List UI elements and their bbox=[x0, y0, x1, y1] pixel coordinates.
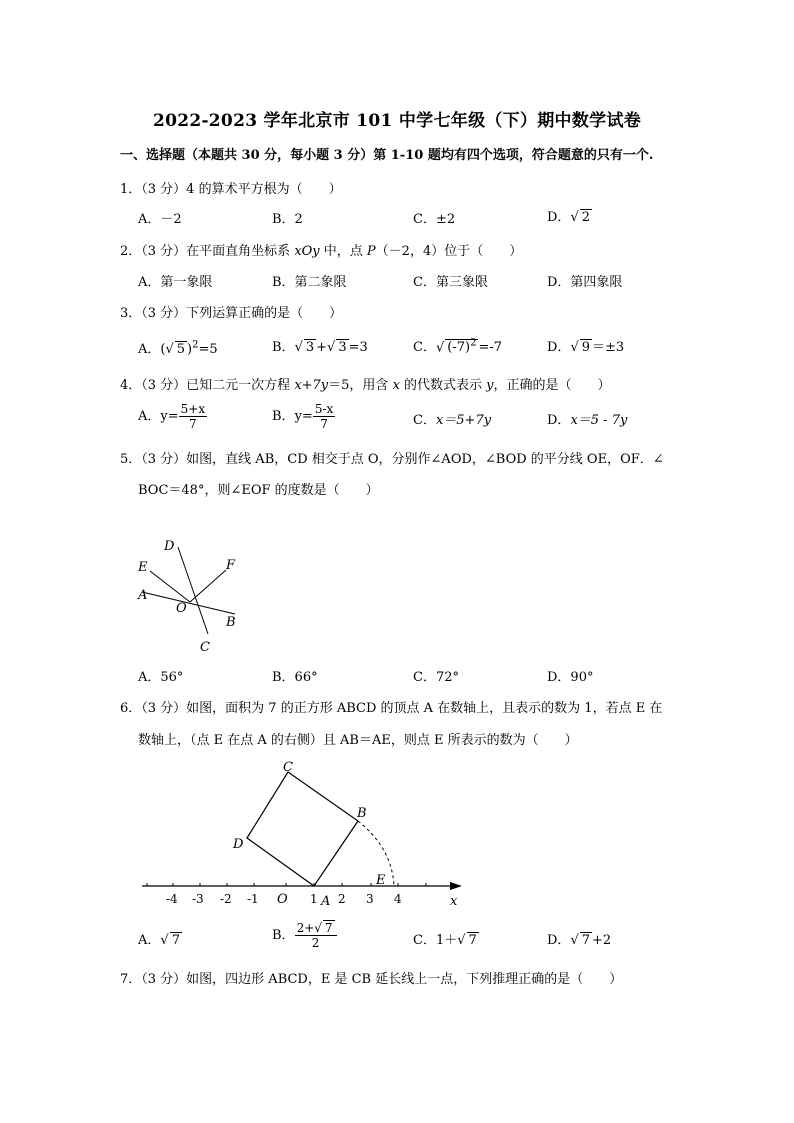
sqrt-symbol: √ 3 bbox=[327, 340, 347, 355]
q3-b-suffix: =3 bbox=[348, 340, 368, 355]
q3-a-prefix: A． bbox=[138, 342, 161, 357]
ray-oe bbox=[150, 571, 190, 602]
label-x: x bbox=[450, 894, 458, 909]
label-f: F bbox=[226, 558, 236, 573]
question-2-stem bbox=[120, 240, 522, 259]
q4-option-d bbox=[547, 409, 627, 428]
question-1-stem: 1．（3 分）4 的算术平方根为（ ） bbox=[120, 182, 342, 197]
q4-c-text: x＝5+7y bbox=[435, 413, 492, 428]
section-heading: 一、选择题（本题共 30 分，每小题 3 分）第 1-10 题均有四个选项，符合题意的只有一个. bbox=[120, 148, 654, 163]
question-6-line-1: 6．（3 分）如图，面积为 7 的正方形 ABCD 的顶点 A 在数轴上，且表示的数为 1，若点 E 在 bbox=[120, 701, 663, 716]
q1-option-a: A．－2 bbox=[138, 212, 182, 227]
label-a: A bbox=[321, 894, 331, 909]
label-a: A bbox=[138, 588, 148, 603]
q4-stem-a: 4．（3 分）已知二元一次方程 bbox=[120, 378, 295, 393]
q1-option-c: C．±2 bbox=[413, 212, 456, 227]
q4-a-fraction bbox=[179, 402, 207, 431]
tick-label: -4 bbox=[166, 892, 178, 906]
q2-option-b: B．第二象限 bbox=[272, 275, 347, 290]
q5-option-c: C．72° bbox=[413, 670, 459, 685]
tick-label: 1 bbox=[310, 892, 318, 906]
label-o: O bbox=[277, 892, 288, 907]
q3-c-prefix: C． bbox=[413, 340, 436, 355]
page-title: 2022-2023 学年北京市 101 中学七年级（下）期中数学试卷 bbox=[152, 111, 642, 131]
q4-a-denominator: 7 bbox=[189, 417, 197, 431]
q6-a-prefix: A． bbox=[138, 933, 161, 948]
q4-c-prefix: C． bbox=[413, 413, 436, 428]
label-c: C bbox=[200, 640, 210, 655]
q1-option-d bbox=[547, 206, 592, 225]
tick-label: 2 bbox=[338, 892, 346, 906]
q6-a-radicand: 7 bbox=[171, 933, 180, 948]
q6-figure bbox=[140, 758, 470, 910]
q3-a-suffix: =5 bbox=[198, 342, 218, 357]
label-b: B bbox=[357, 806, 367, 821]
sqrt-symbol: √ 7 bbox=[160, 933, 180, 948]
axis-arrow-icon bbox=[450, 882, 462, 890]
q6-c-pre: 1＋ bbox=[435, 933, 458, 948]
q4-d-prefix: D． bbox=[547, 413, 571, 428]
q3-c-radicand-wrap: $(-7)^2$ bbox=[447, 337, 477, 355]
label-o: O bbox=[176, 601, 187, 616]
q4-stem-y: y bbox=[486, 378, 494, 393]
label-d: D bbox=[164, 539, 175, 554]
question-5-line-1: 5．（3 分）如图，直线 AB，CD 相交于点 O，分别作∠AOD，∠BOD 的平分线 OE，OF．∠ bbox=[120, 452, 664, 467]
q6-c-prefix: C． bbox=[413, 933, 436, 948]
q2-stem-c: （－2，4）位于（ ） bbox=[375, 244, 523, 259]
q4-option-c bbox=[413, 409, 491, 428]
q4-b-denominator: 7 bbox=[320, 417, 328, 431]
q3-option-b bbox=[272, 336, 368, 355]
q6-c-radicand: 7 bbox=[468, 933, 477, 948]
q6-d-radicand: 7 bbox=[581, 933, 591, 948]
label-c: C bbox=[283, 760, 293, 775]
q2-option-a: A．第一象限 bbox=[138, 275, 213, 290]
q4-a-lhs: y= bbox=[160, 409, 179, 424]
sqrt-symbol: √ 3 bbox=[294, 340, 315, 355]
question-3-stem: 3．（3 分）下列运算正确的是（ ） bbox=[120, 306, 343, 321]
q2-option-c: C．第三象限 bbox=[413, 275, 488, 290]
line-ab bbox=[142, 592, 235, 614]
q2-stem-var: xOy bbox=[294, 244, 320, 259]
q3-d-prefix: D． bbox=[547, 340, 571, 355]
tick-label: 3 bbox=[366, 892, 374, 906]
q5-option-a: A．56° bbox=[138, 670, 184, 685]
sqrt-symbol: √ 2 bbox=[570, 210, 591, 225]
question-5-line-2: BOC＝48°，则∠EOF 的度数是（ ） bbox=[138, 483, 379, 498]
q4-stem-c: 的代数式表示 bbox=[399, 378, 487, 393]
question-7-stem: 7．（3 分）如图，四边形 ABCD，E 是 CB 延长线上一点，下列推理正确的是（ ） bbox=[120, 972, 623, 987]
q3-d-suffix: ＝±3 bbox=[592, 340, 625, 355]
question-6-line-2: 数轴上，（点 E 在点 A 的右侧）且 AB＝AE，则点 E 所表示的数为（ ） bbox=[138, 733, 578, 748]
q6-b-prefix: B． bbox=[272, 928, 295, 943]
sqrt-symbol: √ 7 bbox=[314, 921, 333, 935]
q3-b-radicand-1: 3 bbox=[305, 340, 315, 355]
q4-d-text: x＝5 - 7y bbox=[570, 413, 628, 428]
q6-b-denominator: 2 bbox=[311, 936, 320, 950]
q2-stem-a: 2．（3 分）在平面直角坐标系 bbox=[120, 244, 295, 259]
tick-label: -1 bbox=[247, 892, 259, 906]
q3-c-suffix: =-7 bbox=[478, 340, 502, 355]
q1-option-b: B．2 bbox=[272, 212, 303, 227]
label-e: E bbox=[376, 873, 386, 888]
q4-b-prefix: B． bbox=[272, 409, 295, 424]
q1-option-d-label: D． bbox=[547, 210, 571, 225]
q3-b-plus: + bbox=[316, 340, 328, 355]
q4-stem-b: ＝5，用含 bbox=[328, 378, 393, 393]
q3-a-radicand: 5 bbox=[176, 342, 186, 357]
q3-b-prefix: B． bbox=[272, 340, 295, 355]
q4-b-numerator: 5-x bbox=[314, 402, 334, 416]
q4-a-numerator: 5+x bbox=[180, 402, 206, 416]
tick-label: -3 bbox=[192, 892, 204, 906]
q6-b-fraction bbox=[295, 921, 337, 950]
q5-option-d: D．90° bbox=[547, 670, 594, 685]
q3-option-c bbox=[413, 336, 502, 355]
q6-b-num-pre: 2+ bbox=[296, 921, 315, 935]
q6-option-d bbox=[547, 929, 611, 948]
q5-option-b: B．66° bbox=[272, 670, 318, 685]
tick-label: 4 bbox=[394, 892, 402, 906]
q3-c-radicand: (-7) bbox=[447, 340, 471, 355]
q6-d-prefix: D． bbox=[547, 933, 571, 948]
q4-option-b bbox=[272, 402, 335, 431]
q3-option-d bbox=[547, 336, 624, 355]
q6-option-c bbox=[413, 929, 479, 948]
q4-b-fraction bbox=[313, 402, 335, 431]
q6-option-a bbox=[138, 929, 182, 948]
q2-stem-p: P bbox=[366, 244, 376, 259]
q4-b-lhs: y= bbox=[294, 409, 313, 424]
label-d: D bbox=[233, 837, 244, 852]
q4-a-prefix: A． bbox=[138, 409, 161, 424]
sqrt-symbol: √ 5 bbox=[165, 342, 186, 357]
q6-d-suffix: +2 bbox=[592, 933, 612, 948]
q4-stem-x: x bbox=[392, 378, 400, 393]
tick-label: -2 bbox=[220, 892, 232, 906]
q4-option-a bbox=[138, 402, 207, 431]
q5-figure bbox=[130, 530, 250, 658]
q3-b-radicand-2: 3 bbox=[338, 340, 347, 355]
q2-option-d: D．第四象限 bbox=[547, 275, 623, 290]
q2-stem-b: 中，点 bbox=[319, 244, 367, 259]
q4-stem-d: ，正确的是（ ） bbox=[493, 378, 611, 393]
q6-option-b bbox=[272, 921, 337, 950]
sqrt-symbol: √ 7 bbox=[570, 933, 591, 948]
question-4-stem bbox=[120, 374, 611, 393]
ray-of bbox=[190, 570, 226, 602]
sqrt-symbol: √ $(-7)^2$ bbox=[435, 337, 477, 355]
q3-option-a: A．(√ 5 )$^2$=5 bbox=[138, 339, 218, 357]
sqrt-symbol: √ 9 bbox=[570, 340, 591, 355]
q6-b-numerator bbox=[295, 921, 337, 936]
sqrt-symbol: √ 7 bbox=[457, 933, 477, 948]
q6-b-radicand: 7 bbox=[324, 921, 333, 935]
q4-stem-eq: x+7y bbox=[294, 378, 329, 393]
label-e: E bbox=[138, 560, 148, 575]
q3-d-radicand: 9 bbox=[581, 340, 591, 355]
square-abcd bbox=[247, 772, 358, 886]
label-b: B bbox=[226, 615, 236, 630]
q1-d-radicand: 2 bbox=[581, 210, 591, 225]
